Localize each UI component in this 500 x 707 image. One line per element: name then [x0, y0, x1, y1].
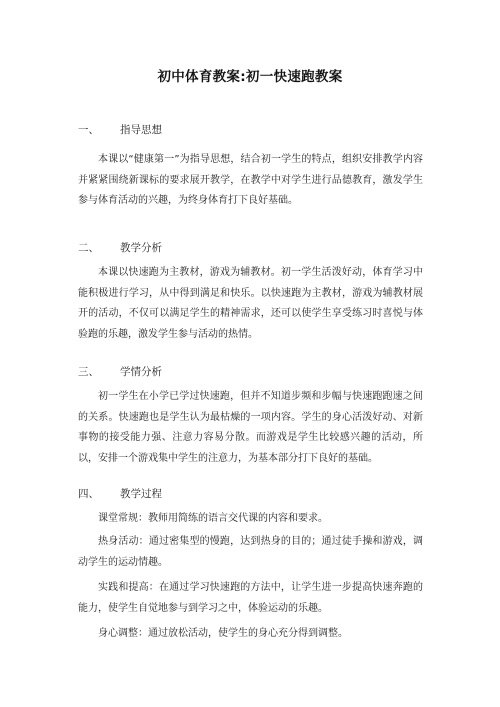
paragraph: 本课以快速跑为主教材，游戏为辅教材。初一学生活泼好动，体育学习中能积极进行学习，从中得到满足和快乐。以快速跑为主教材，游戏为辅教材展开的活动，不仅可以满足学生的精神需求，还可以使学生享受练习时喜悦与体验跑的乐趣，激发学生参与活动的热情。	[78, 267, 423, 340]
paragraph: 热身活动：通过密集型的慢跑，达到热身的目的；通过徒手操和游戏，调动学生的运动情趣。	[78, 536, 423, 568]
section-heading-3	[78, 364, 162, 379]
section-heading-1	[78, 122, 162, 137]
document-title: 初中体育教案:初一快速跑教案	[157, 69, 343, 85]
section-number: 二、	[78, 242, 99, 254]
paragraph: 实践和提高：在通过学习快速跑的方法中，让学生进一步提高快速奔跑的能力，使学生自觉地参与到学习之中，体验运动的乐趣。	[78, 582, 423, 614]
section-number: 一、	[78, 124, 99, 136]
paragraph: 本课以“健康第一”为指导思想，结合初一学生的特点，组织安排教学内容并紧紧围绕新课标的要求展开教学，在教学中对学生进行品德教育，激发学生参与体育活动的兴趣，为终身体育打下良好基础。	[78, 154, 423, 206]
section-heading-4	[78, 486, 162, 501]
paragraph: 课堂常规：教师用简练的语言交代课的内容和要求。	[98, 513, 328, 524]
section-title: 教学过程	[120, 488, 162, 500]
section-number: 三、	[78, 366, 99, 378]
section-title: 指导思想	[120, 124, 162, 136]
section-title: 学情分析	[120, 366, 162, 378]
paragraph: 初一学生在小学已学过快速跑，但并不知道步频和步幅与快速跑跑速之间的关系。快速跑也是学生认为最枯燥的一项内容。学生的身心活泼好动、对新事物的接受能力强、注意力容易分散。而游戏是学生比较感兴趣的活动，所以，安排一个游戏集中学生的注意力，为基本部分打下良好的基础。	[78, 391, 423, 464]
section-title: 教学分析	[120, 242, 162, 254]
section-number: 四、	[78, 488, 99, 500]
section-heading-2	[78, 240, 162, 255]
paragraph: 身心调整：通过放松活动，使学生的身心充分得到调整。	[98, 628, 348, 639]
